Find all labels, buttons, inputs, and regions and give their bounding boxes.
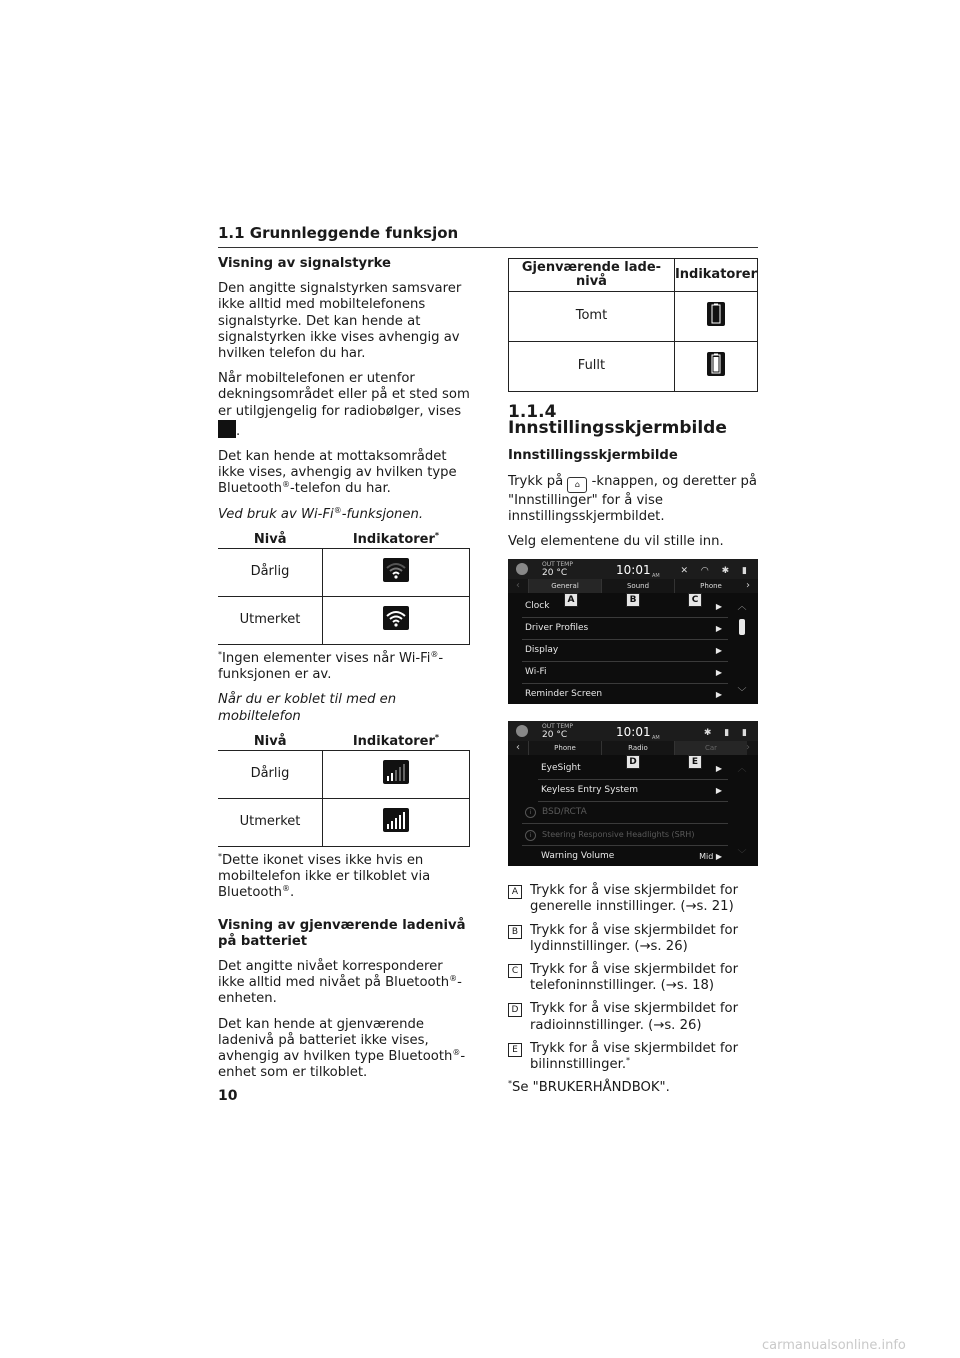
battery-empty-icon [707, 302, 725, 326]
row-warning-volume[interactable]: Warning Volume Mid ▶ [541, 851, 722, 862]
home-icon: ⌂ [567, 477, 587, 493]
play-arrow-icon: ▶ [715, 764, 722, 774]
brand-logo-icon [516, 563, 528, 575]
play-arrow-icon: ▶ [715, 624, 722, 634]
battery-empty-label: Tomt [509, 292, 675, 342]
row-clock[interactable]: Clock ▶ [522, 596, 728, 618]
row-driver-profiles[interactable]: Driver Profiles ▶ [522, 618, 728, 640]
play-arrow-icon: ▶ [715, 668, 722, 678]
settings-screen-general: OUT TEMP 20 °C 10:01 AM ✕ ◠ ✱ ▮ ‹ General Sound Phone › Clock ▶ Driver Profiles ▶ Display ▶ Wi-Fi ▶ Reminder Screen ▶ ︿ ﹀ A B C [508, 559, 758, 704]
wifi-indicator-table [218, 532, 470, 645]
play-arrow-icon: ▶ [715, 602, 722, 612]
callout-item-d: D Trykk for å vise skjermbildet for radioinnstillinger. (→s. 26) [508, 1001, 758, 1033]
row-eyesight[interactable]: EyeSight ▶ [538, 758, 728, 780]
play-arrow-icon: ▶ [715, 646, 722, 656]
row-srh: i Steering Responsive Headlights (SRH) [522, 824, 728, 846]
row-reminder-screen[interactable]: Reminder Screen ▶ [522, 684, 728, 704]
settings-paragraph-2: Velg elementene du vil stille inn. [508, 534, 724, 550]
tab-prev-icon[interactable]: ‹ [516, 580, 520, 592]
signal-excellent-icon [383, 808, 409, 832]
wifi-caption: Ved bruk av Wi-Fi®-funksjonen. [218, 505, 424, 522]
callout-list [508, 883, 758, 1073]
wifi-footnote: *Ingen elementer vises når Wi-Fi®-funksjonen er av. [218, 650, 444, 683]
left-column [218, 256, 470, 1091]
chevron-down-icon[interactable]: ﹀ [737, 850, 747, 861]
settings-screen-car: OUT TEMP 20 °C 10:01 AM ✱ ▮ ▮ ‹ Phone Radio Car › EyeSight ▶ Keyless Entry System ▶ i BSD/RCTA i Steering Responsive Headlights (SRH) Warning Volume Mid ▶ ︿ ﹀ D E [508, 721, 758, 866]
tab-prev-icon[interactable]: ‹ [516, 742, 520, 754]
callout-d: D [626, 755, 640, 769]
chevron-up-icon[interactable]: ︿ [737, 602, 747, 613]
col-indicator: Indikatorer* [322, 532, 469, 549]
right-column [508, 258, 758, 1105]
col-level: Nivå [218, 532, 322, 549]
tab-sound[interactable]: Sound [601, 579, 674, 593]
status-icons: ✱ ▮ ▮ [703, 728, 752, 739]
signal-paragraph-2: Når mobiltelefonen er utenfor dekningsområdet eller på et sted som er utilgjengelig for radiobølger, vises . [218, 371, 470, 439]
section-title: 1.1.4 Innstillingsskjermbilde [508, 402, 727, 439]
wifi-excellent-icon [383, 606, 409, 630]
callout-c: C [688, 593, 702, 607]
info-icon: i [525, 807, 536, 818]
phone-caption: Når du er koblet til med en mobiltelefon [218, 692, 397, 724]
wifi-excellent-label: Utmerket [218, 597, 322, 645]
row-display[interactable]: Display ▶ [522, 640, 728, 662]
watermark: carmanualsonline.info [762, 1338, 906, 1353]
tab-next-icon[interactable]: › [746, 742, 750, 754]
tab-next-icon[interactable]: › [746, 580, 750, 592]
scroll-thumb[interactable] [739, 619, 745, 635]
callout-a: A [564, 593, 578, 607]
phone-signal-table [218, 734, 470, 847]
brand-logo-icon [516, 725, 528, 737]
col-indicator: Indikatorer* [322, 734, 469, 751]
signal-paragraph-1: Den angitte signalstyrken samsvarer ikke alltid med mobiltelefonens signalstyrke. Det kan hende at signalstyrken ikke vises avhengig av hvilken telefon du har. [218, 281, 462, 362]
battery-table [508, 258, 758, 392]
no-signal-icon [218, 420, 236, 438]
signal-poor-label: Dårlig [218, 751, 322, 799]
play-arrow-icon: ▶ [715, 786, 722, 796]
battery-full-label: Fullt [509, 342, 675, 392]
clock-display: 10:01 [616, 725, 651, 740]
chevron-down-icon[interactable]: ﹀ [737, 688, 747, 699]
scrollbar[interactable] [736, 761, 748, 861]
row-wifi[interactable]: Wi-Fi ▶ [522, 662, 728, 684]
phone-footnote: *Dette ikonet vises ikke hvis en mobiltelefon ikke er tilkoblet via Bluetooth®. [218, 852, 431, 901]
row-bsd-rcta: i BSD/RCTA [522, 802, 728, 824]
info-icon: i [525, 830, 536, 841]
col-charge: Gjenværende lade-nivå [509, 259, 675, 292]
callout-item-b: B Trykk for å vise skjermbildet for lydinnstillinger. (→s. 26) [508, 923, 758, 955]
tab-car[interactable]: Car [674, 741, 747, 755]
battery-paragraph-1: Det angitte nivået korresponderer ikke alltid med nivået på Bluetooth®-enheten. [218, 959, 462, 1007]
status-icons: ✕ ◠ ✱ ▮ [680, 566, 752, 577]
signal-heading: Visning av signalstyrke [218, 256, 391, 271]
play-arrow-icon: ▶ [715, 690, 722, 700]
battery-heading: Visning av gjenværende ladenivå på batteriet [218, 917, 466, 949]
col-indicator: Indikatorer [674, 259, 757, 292]
page-number: 10 [218, 1088, 238, 1104]
tab-phone[interactable]: Phone [528, 741, 601, 755]
wifi-poor-icon [383, 558, 409, 582]
tab-radio[interactable]: Radio [601, 741, 674, 755]
scrollbar[interactable] [736, 599, 748, 699]
callout-item-c: C Trykk for å vise skjermbildet for telefoninnstillinger. (→s. 18) [508, 962, 758, 994]
tab-phone[interactable]: Phone [674, 579, 747, 593]
signal-poor-icon [383, 760, 409, 784]
chevron-up-icon[interactable]: ︿ [737, 764, 747, 775]
signal-paragraph-3: Det kan hende at mottaksområdet ikke vises, avhengig av hvilken type Bluetooth®-telefon du har. [218, 449, 457, 497]
wifi-poor-label: Dårlig [218, 549, 322, 597]
signal-excellent-label: Utmerket [218, 799, 322, 847]
clock-display: 10:01 [616, 563, 651, 578]
battery-full-icon [707, 352, 725, 376]
settings-heading: Innstillingsskjermbilde [508, 448, 678, 464]
footnote: *Se "BRUKERHÅNDBOK". [508, 1079, 670, 1096]
col-level: Nivå [218, 734, 322, 751]
callout-e: E [688, 755, 702, 769]
settings-paragraph-1: Trykk på ⌂ -knappen, og deretter på "Innstillinger" for å vise innstillingsskjermbildet. [508, 473, 757, 524]
section-header: 1.1 Grunnleggende funksjon [218, 224, 758, 248]
callout-item-a: A Trykk for å vise skjermbildet for generelle innstillinger. (→s. 21) [508, 883, 758, 915]
battery-paragraph-2: Det kan hende at gjenværende ladenivå på batteriet ikke vises, avhengig av hvilken type Bluetooth®-enhet som er tilkoblet. [218, 1016, 466, 1081]
tab-general[interactable]: General [528, 579, 601, 593]
callout-item-e: E Trykk for å vise skjermbildet for bilinnstillinger.* [508, 1041, 758, 1073]
callout-b: B [626, 593, 640, 607]
row-keyless-entry[interactable]: Keyless Entry System ▶ [538, 780, 728, 802]
